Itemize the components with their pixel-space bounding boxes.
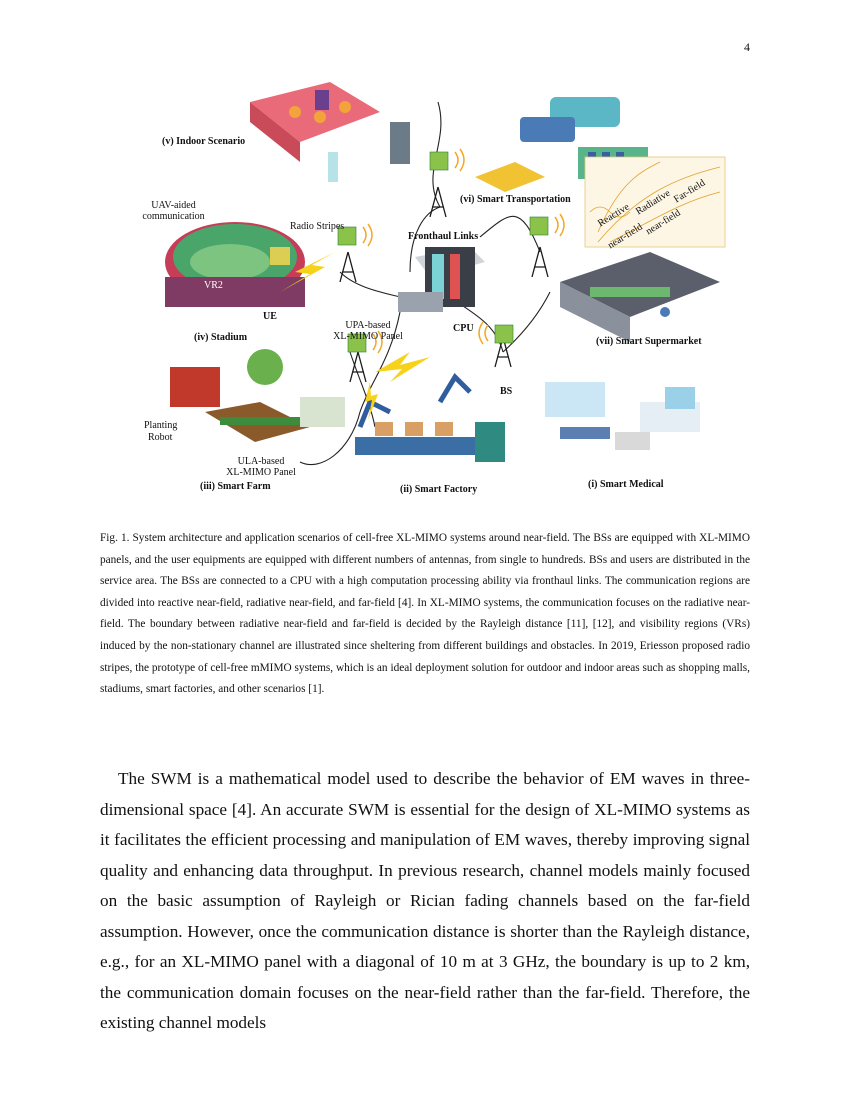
body-paragraph: The SWM is a mathematical model used to describe the behavior of EM waves in three-dimensional space [4]. An accurate SWM is essential for the design of XL-MIMO systems as it facilitates the efficient processing and manipulation of EM waves, thereby improving signal quality and enhancing data throughput. In previous research, channel models mainly focused on the basic assumption of Rayleigh or Rician fading channels based on the far-field assumption. However, once the communication distance is shorter than the Rayleigh distance, e.g., for an XL-MIMO panel with a diagonal of 10 m at 3 GHz, the boundary is up to 2 km, the communication domain focuses on the near-field rather than the far-field. Therefore, the existing channel models bbox=[100, 769, 750, 1032]
label-smart-transportation: (vi) Smart Transportation bbox=[460, 194, 571, 205]
label-upa-based: UPA-based bbox=[345, 320, 391, 331]
label-radiative-near-field: near-field bbox=[644, 207, 683, 238]
smart-farm-illustration bbox=[170, 349, 345, 442]
label-reactive-near-field: near-field bbox=[606, 221, 645, 252]
label-uav-communication: communication bbox=[142, 211, 205, 222]
label-smart-medical: (i) Smart Medical bbox=[588, 479, 664, 490]
label-ula-xl-mimo-panel: XL-MIMO Panel bbox=[226, 467, 296, 478]
indoor-scenario-illustration bbox=[250, 82, 380, 182]
label-stadium: (iv) Stadium bbox=[194, 332, 248, 343]
label-planting: Planting bbox=[144, 420, 178, 431]
smart-medical-illustration bbox=[545, 382, 700, 450]
label-bs: BS bbox=[500, 386, 513, 397]
stadium-illustration bbox=[165, 222, 305, 307]
label-fronthaul-links: Fronthaul Links bbox=[408, 231, 479, 242]
label-ue: UE bbox=[263, 311, 277, 322]
smart-factory-illustration bbox=[355, 377, 505, 462]
label-radio-stripes: Radio Stripes bbox=[290, 221, 345, 232]
label-robot: Robot bbox=[148, 432, 173, 443]
figure-caption: Fig. 1. System architecture and application scenarios of cell-free XL-MIMO systems around near-field. The BSs are equipped with XL-MIMO panels, and the user equipments are equipped with different numbers of antennas, from single to hundreds. BSs and users are distributed in the service area. The BSs are connected to a CPU with a high computation processing ability via fronthaul links. The communication regions are divided into reactive near-field, radiative near-field, and far-field [4]. In XL-MIMO systems, the communication focuses on the radiative near-field. The boundary between radiative near-field and far-field is decided by the Rayleigh distance [11], [12], and visibility regions (VRs) induced by the non-stationary channel are illustrated since sheltering from different buildings and obstacles. In 2019, Eriesson proposed radio stripes, the prototype of cell-free mMIMO systems, which is an ideal deployment solution for outdoor and indoor areas such as shopping malls, stadiums, smart factories, and other scenarios [1]. bbox=[100, 532, 750, 696]
label-uav-aided: UAV-aided bbox=[151, 200, 196, 211]
label-vr2: VR2 bbox=[204, 280, 223, 291]
label-far-field: Far-field bbox=[672, 177, 708, 206]
page-number: 4 bbox=[744, 40, 750, 54]
label-smart-factory: (ii) Smart Factory bbox=[400, 484, 478, 495]
label-smart-supermarket: (vii) Smart Supermarket bbox=[596, 336, 702, 347]
office-building bbox=[390, 122, 410, 164]
system-architecture-figure bbox=[120, 82, 740, 502]
supermarket-illustration bbox=[560, 252, 720, 342]
label-cpu: CPU bbox=[453, 323, 474, 334]
label-ula-based: ULA-based bbox=[237, 456, 285, 467]
label-upa-xl-mimo-panel: XL-MIMO Panel bbox=[333, 331, 403, 342]
label-reactive: Reactive bbox=[596, 201, 632, 230]
label-smart-farm: (iii) Smart Farm bbox=[200, 481, 271, 492]
label-radiative: Radiative bbox=[634, 187, 673, 218]
label-indoor-scenario: (v) Indoor Scenario bbox=[162, 136, 246, 147]
